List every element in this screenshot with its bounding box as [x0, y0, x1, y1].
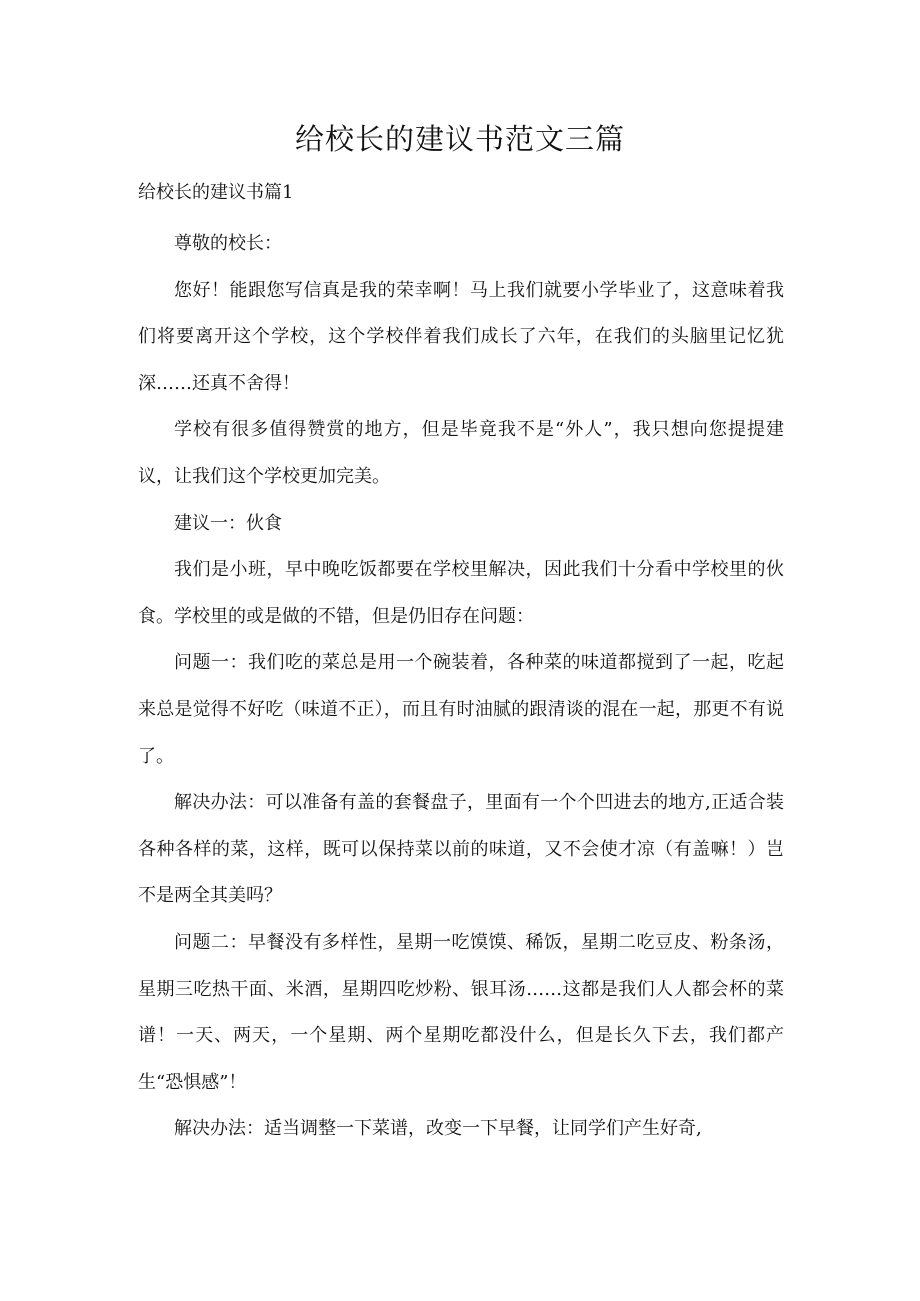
- paragraph: 问题一：我们吃的菜总是用一个碗装着，各种菜的味道都搅到了一起，吃起来总是觉得不好吃（味道不正），而且有时油腻的跟清谈的混在一起，那更不有说了。: [138, 652, 784, 767]
- document-body: [138, 221, 784, 1153]
- paragraph: 解决办法：适当调整一下菜谱，改变一下早餐，让同学们产生好奇,: [174, 1118, 702, 1140]
- document-title: 给校长的建议书范文三篇: [294, 122, 625, 156]
- section-heading: 给校长的建议书篇1: [138, 182, 294, 203]
- paragraph: 您好！能跟您写信真是我的荣幸啊！马上我们就要小学毕业了，这意味着我们将要离开这个学校，这个学校伴着我们成长了六年，在我们的头脑里记忆犹深……还真不舍得！: [138, 279, 784, 394]
- paragraph: 学校有很多值得赞赏的地方，但是毕竟我不是“外人”，我只想向您提提建议，让我们这个学校更加完美。: [138, 419, 784, 487]
- salutation: 尊敬的校长：: [174, 233, 282, 254]
- paragraph: 我们是小班，早中晚吃饭都要在学校里解决，因此我们十分看中学校里的伙食。学校里的或是做的不错，但是仍旧存在问题：: [138, 559, 784, 627]
- suggestion-heading: 建议一：伙食: [174, 512, 282, 534]
- paragraph: 问题二：早餐没有多样性，星期一吃馍馍、稀饭，星期二吃豆皮、粉条汤，星期三吃热干面、米酒，星期四吃炒粉、银耳汤……这都是我们人人都会杯的菜谱！一天、两天，一个星期、两个星期吃都没什么，但是长久下去，我们都产生“恐惧感”！: [138, 931, 784, 1093]
- paragraph: 解决办法：可以准备有盖的套餐盘子，里面有一个个凹进去的地方,正适合装各种各样的菜，这样，既可以保持菜以前的味道，又不会使才凉（有盖嘛！）岂不是两全其美吗？: [138, 792, 784, 907]
